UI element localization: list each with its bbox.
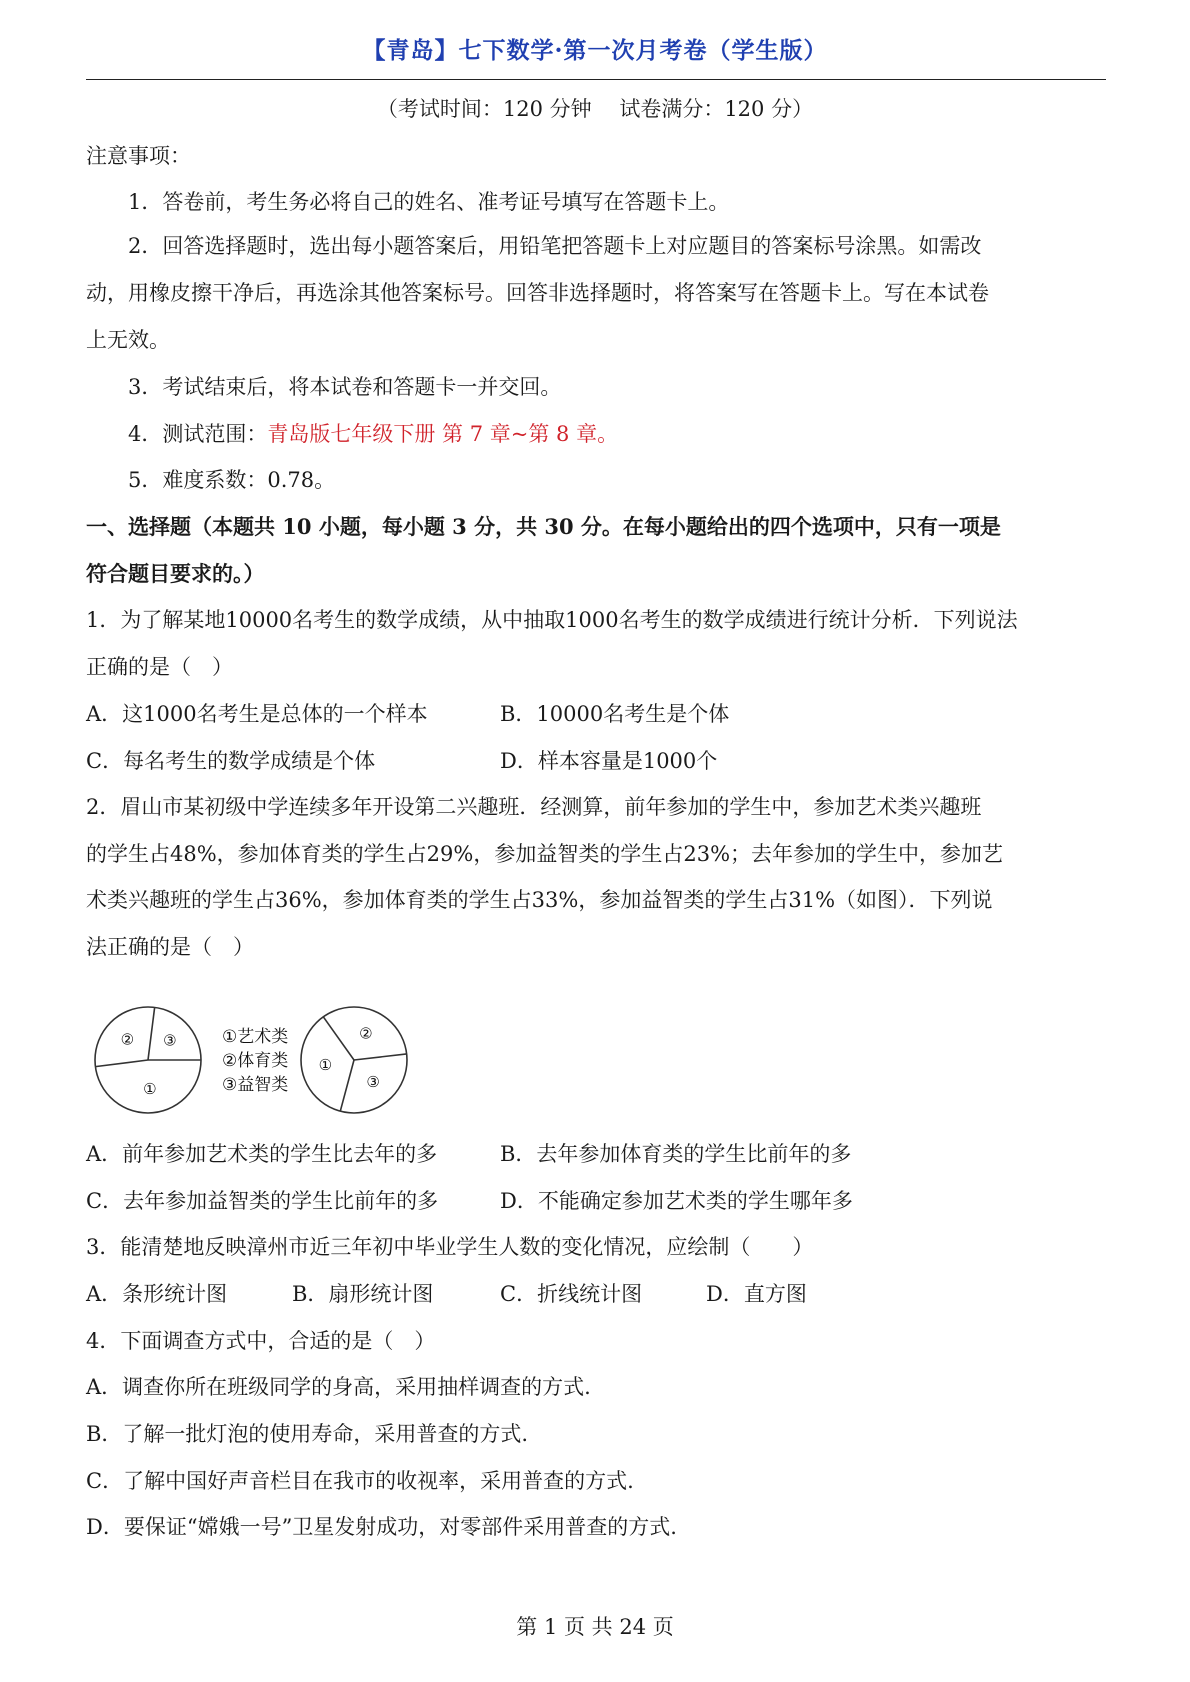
question-2-line-1: 2．眉山市某初级中学连续多年开设第二兴趣班．经测算，前年参加的学生中，参加艺术类兴趣班 <box>86 795 982 819</box>
note-item-4 <box>128 420 618 448</box>
question-2-option-c: C．去年参加益智类的学生比前年的多 <box>86 1189 439 1213</box>
note-item-5: 5．难度系数：0.78。 <box>128 468 336 492</box>
section-1-heading-line-1: 一、选择题（本题共 10 小题，每小题 3 分，共 30 分。在每小题给出的四个选项中，只有一项是 <box>86 514 1001 539</box>
pie-chart-last-year <box>301 1007 407 1113</box>
question-2-line-3: 术类兴趣班的学生占36%，参加体育类的学生占33%，参加益智类的学生占31%（如图）．下列说 <box>86 888 993 912</box>
exam-info: （考试时间：120 分钟 试卷满分：120 分） <box>376 97 814 121</box>
note-item-2-line-3: 上无效。 <box>86 328 170 352</box>
question-1-option-d: D．样本容量是1000个 <box>500 749 718 773</box>
question-4-option-c: C．了解中国好声音栏目在我市的收视率，采用普查的方式. <box>86 1469 634 1493</box>
question-4-option-a: A．调查你所在班级同学的身高，采用抽样调查的方式. <box>86 1375 591 1399</box>
pie-slice-label: ① <box>318 1056 333 1075</box>
pie-slice-label: ③ <box>366 1073 380 1092</box>
question-1-option-c: C．每名考生的数学成绩是个体 <box>86 749 376 773</box>
question-3-option-a: A．条形统计图 <box>86 1282 228 1306</box>
question-2-option-d: D．不能确定参加艺术类的学生哪年多 <box>500 1189 853 1213</box>
section-1-heading-line-2: 符合题目要求的。） <box>86 561 265 586</box>
header-divider <box>86 79 1106 80</box>
legend-item-art: ①艺术类 <box>222 1027 289 1047</box>
notes-heading: 注意事项： <box>86 144 191 168</box>
note-item-3: 3．考试结束后，将本试卷和答题卡一并交回。 <box>128 375 562 399</box>
pie-slice-label: ② <box>120 1030 135 1049</box>
question-4-option-d: D．要保证“嫦娥一号”卫星发射成功，对零部件采用普查的方式. <box>86 1515 677 1539</box>
page-number: 第 1 页 共 24 页 <box>516 1615 674 1639</box>
note-item-1: 1．答卷前，考生务必将自己的姓名、准考证号填写在答题卡上。 <box>128 190 730 214</box>
note-item-2-line-2: 动，用橡皮擦干净后，再选涂其他答案标号。回答非选择题时，将答案写在答题卡上。写在本试卷 <box>86 281 989 305</box>
question-3-option-b: B．扇形统计图 <box>292 1282 434 1306</box>
question-3-option-c: C．折线统计图 <box>500 1282 643 1306</box>
pie-slice-label: ② <box>359 1024 373 1043</box>
question-2-option-a: A．前年参加艺术类的学生比去年的多 <box>86 1142 438 1166</box>
question-1-line-1: 1．为了解某地10000名考生的数学成绩，从中抽取1000名考生的数学成绩进行统计分析．下列说法 <box>86 608 1018 632</box>
pie-slice-label: ③ <box>163 1031 177 1050</box>
legend-item-puzzle: ③益智类 <box>222 1075 289 1095</box>
question-1-line-2: 正确的是（ ） <box>86 655 233 679</box>
pie-chart-previous-year <box>95 1007 201 1113</box>
pie-charts-figure <box>92 1000 442 1122</box>
page-header-title: 【青岛】七下数学·第一次月考卷（学生版） <box>362 37 828 64</box>
question-2-line-4: 法正确的是（ ） <box>86 935 254 959</box>
note-item-4-suffix: 。 <box>597 422 619 446</box>
pie-slice-label: ① <box>143 1080 157 1099</box>
test-scope: 青岛版七年级下册 第 7 章~第 8 章 <box>267 422 598 446</box>
question-1-option-b: B．10000名考生是个体 <box>500 702 730 726</box>
question-4-stem: 4．下面调查方式中，合适的是（ ） <box>86 1329 436 1353</box>
note-item-2-line-1: 2．回答选择题时，选出每小题答案后，用铅笔把答题卡上对应题目的答案标号涂黑。如需改 <box>128 234 982 258</box>
legend-item-sports: ②体育类 <box>222 1051 289 1071</box>
note-item-4-prefix: 4．测试范围： <box>128 422 268 446</box>
question-3-option-d: D．直方图 <box>706 1282 807 1306</box>
question-2-option-b: B．去年参加体育类的学生比前年的多 <box>500 1142 852 1166</box>
question-2-line-2: 的学生占48%，参加体育类的学生占29%，参加益智类的学生占23%；去年参加的学生中，参加艺 <box>86 842 1004 866</box>
question-4-option-b: B．了解一批灯泡的使用寿命，采用普查的方式. <box>86 1422 529 1446</box>
question-1-option-a: A．这1000名考生是总体的一个样本 <box>86 702 428 726</box>
question-3-stem: 3．能清楚地反映漳州市近三年初中毕业学生人数的变化情况，应绘制（ ） <box>86 1235 814 1259</box>
